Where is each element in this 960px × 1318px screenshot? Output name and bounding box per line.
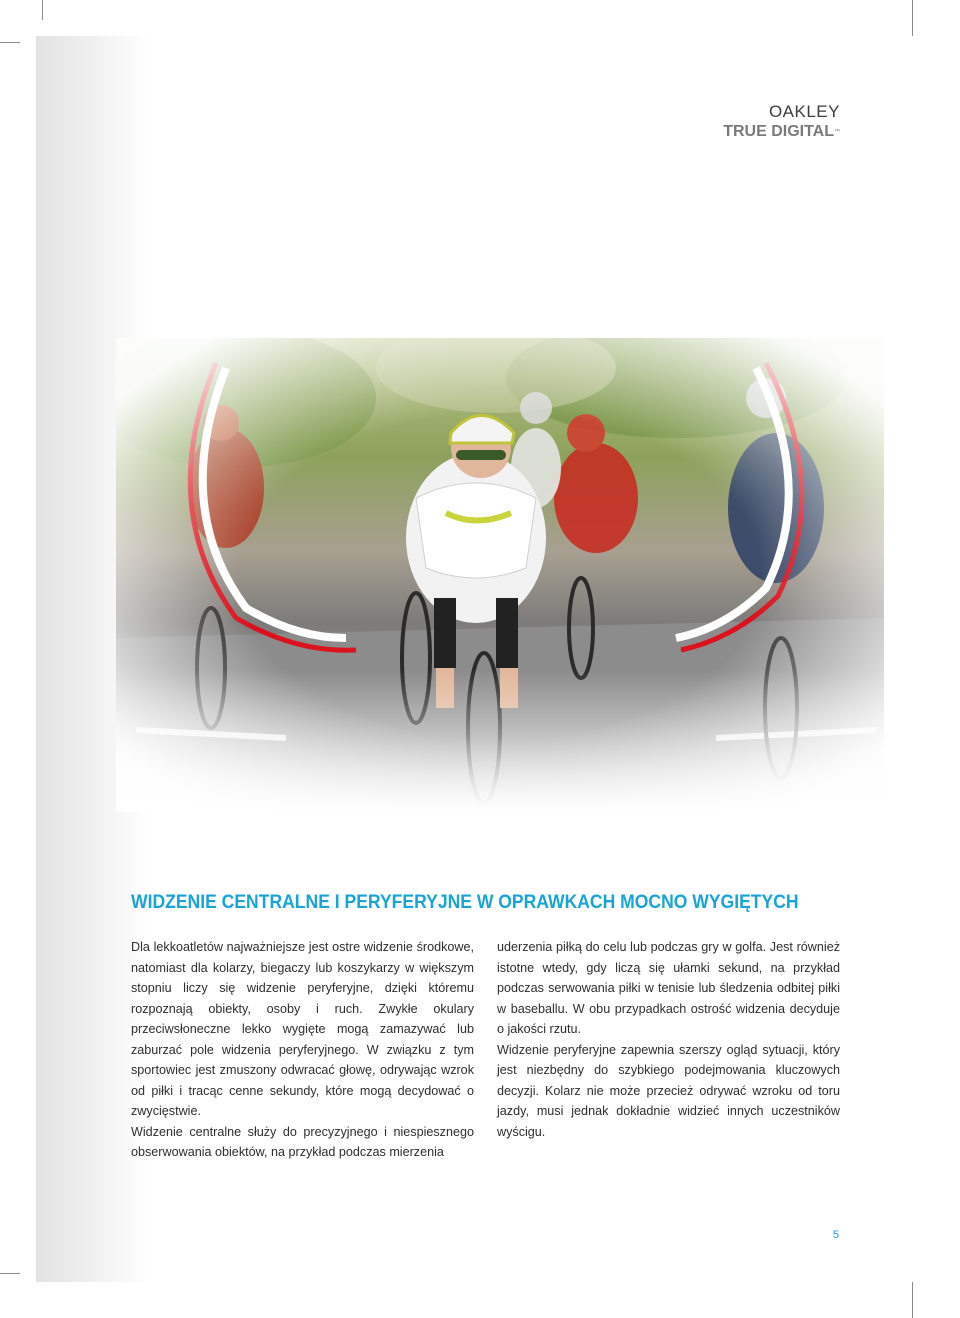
brand-product-label: TRUE DIGITAL [723, 123, 834, 140]
right-column [497, 937, 840, 1142]
left-column [131, 937, 474, 1163]
left-paragraph-1: Dla lekkoatletów najważniejsze jest ostre widzenie środkowe, natomiast dla kolarzy, biegaczy lub koszykarzy w większym stopniu liczy się widzenie peryferyjne, dzięki któremu rozpoznają obiekty, osoby i ruch. Zwykłe okulary przeciwsłoneczne lekko wygięte mogą zamazywać lub zaburzać pole widzenia peryferyjnego. W związku z tym sportowiec jest zmuszony odwracać głowę, odrywając wzrok od piłki i tracąc cenne sekundy, które mogą decydować o zwycięstwie. [131, 940, 474, 1118]
left-paragraph-2: Widzenie centralne służy do precyzyjnego i niespiesznego obserwowania obiektów, na przykład podczas mierzenia [131, 1124, 474, 1159]
crop-mark [912, 0, 913, 40]
crop-mark [42, 0, 43, 20]
right-paragraph-1: uderzenia piłką do celu lub podczas gry w golfa. Jest również istotne wtedy, gdy liczą się ułamki sekund, na przykład podczas serwowania piłki w tenisie lub śledzenia odbitej piłki w baseballu. W obu przypadkach ostrość widzenia decyduje o jakości rzutu. [497, 940, 840, 1036]
trademark-symbol: ™ [834, 129, 840, 135]
section-heading: WIDZENIE CENTRALNE I PERYFERYJNE W OPRAWKACH MOCNO WYGIĘTYCH [131, 891, 799, 913]
brand-name: OAKLEY [768, 102, 840, 121]
brand-product [723, 122, 840, 142]
right-paragraph-2: Widzenie peryferyjne zapewnia szerszy ogląd sytuacji, który jest niezbędny do szybkiego podejmowania kluczowych decyzji. Kolarz nie może przecież odrywać wzroku od toru jazdy, musi jednak dokładnie widzieć innych uczestników wyścigu. [497, 1042, 840, 1139]
crop-mark [912, 1278, 913, 1318]
crop-mark [0, 1273, 20, 1274]
cyclists-sprint-photo [116, 338, 884, 812]
crop-mark [0, 42, 20, 43]
brand-block [723, 102, 840, 142]
page-number: 5 [832, 1229, 839, 1241]
